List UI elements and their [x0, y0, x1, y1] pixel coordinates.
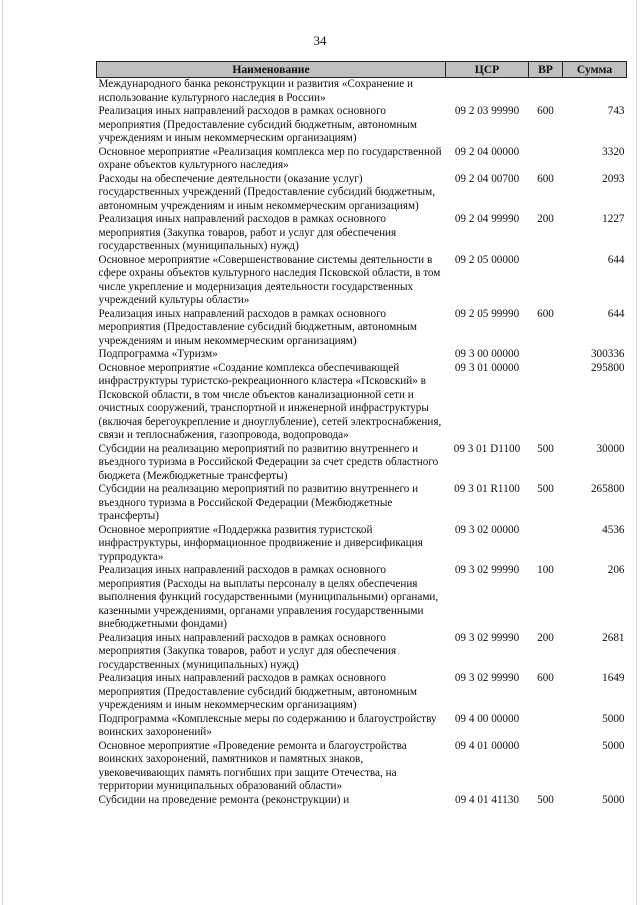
- cell-name: Основное мероприятие «Поддержка развития туристской инфраструктуры, информационное продвижение и диверсификация турпродукта»: [98, 523, 423, 563]
- cell-csr: 09 3 01 00000: [454, 361, 520, 374]
- cell-vr: 500: [537, 793, 554, 806]
- cell-sum: 30000: [596, 442, 625, 455]
- cell-name: Подпрограмма «Комплексные меры по содержанию и благоустройству воинских захоронений»: [98, 712, 437, 738]
- budget-table: [96, 61, 627, 807]
- table-row: [97, 254, 627, 308]
- cell-vr: 600: [537, 105, 554, 117]
- cell-name: Основное мероприятие «Создание комплекса обеспечивающей инфраструктуры туристско-рекреационного кластера «Псковский» в Псковской области, в том числе объектов канализационной сети и очистных сооружений, транспортной и инженерной инфраструктуры (включая берегоукрепление и дноуглубление), сетей электроснабжения, связи и теплоснабжения, газопровода, водопровода»: [98, 361, 442, 441]
- table-body: [97, 78, 627, 808]
- cell-sum: 300336: [590, 348, 625, 360]
- table-row: [97, 443, 627, 484]
- cell-csr: 09 2 05 99990: [454, 307, 520, 320]
- cell-csr: 09 4 00 00000: [454, 712, 520, 725]
- table-row: [97, 524, 627, 565]
- cell-name: Расходы на обеспечение деятельности (оказание услуг) государственных учреждений (Предоставление субсидий бюджетным, автономным учреждениям и иным некоммерческим организациям): [98, 172, 436, 212]
- table-row: [97, 362, 627, 443]
- cell-name: Реализация иных направлений расходов в рамках основного мероприятия (Предоставление субсидий бюджетным, автономным учреждениям и иным некоммерческим организациям): [98, 307, 417, 347]
- cell-sum: 5000: [602, 793, 625, 806]
- cell-csr: 09 2 04 00700: [454, 172, 520, 185]
- table-row: [97, 713, 627, 740]
- cell-name: Основное мероприятие «Совершенствование системы деятельности в сфере охраны объектов культурного наследия Псковской области, в том числе укрепление и модернизация деятельности государственных учреждений культуры области»: [98, 253, 441, 306]
- cell-name: Реализация иных направлений расходов в рамках основного мероприятия (Предоставление субсидий бюджетным, автономным учреждениям и иным некоммерческим организациям): [98, 105, 417, 144]
- cell-vr: [529, 254, 563, 308]
- table-row: [97, 146, 627, 173]
- table-row: [97, 78, 627, 106]
- cell-name: Реализация иных направлений расходов в рамках основного мероприятия (Закупка товаров, работ и услуг для обеспечения государственных (муниципальных) нужд): [98, 213, 397, 252]
- column-header-sum: Сумма: [563, 62, 627, 78]
- table-row: [97, 740, 627, 794]
- cell-sum: 295800: [590, 361, 625, 374]
- cell-csr: 09 3 02 00000: [454, 523, 520, 536]
- cell-csr: 09 2 04 99990: [454, 213, 520, 225]
- cell-csr: 09 2 05 00000: [454, 253, 520, 266]
- cell-name: Реализация иных направлений расходов в рамках основного мероприятия (Закупка товаров, работ и услуг для обеспечения государственных (муниципальных) нужд): [98, 631, 397, 671]
- cell-vr: 100: [537, 564, 554, 576]
- table-row: [97, 794, 627, 808]
- cell-name: Основное мероприятие «Реализация комплекса мер по государственной охране объектов культурного наследия»: [98, 145, 442, 171]
- cell-sum: 743: [607, 105, 625, 117]
- cell-csr: 09 3 02 99990: [454, 564, 520, 576]
- cell-vr: [529, 78, 563, 106]
- cell-csr: 09 2 03 99990: [454, 105, 520, 117]
- cell-vr: 600: [537, 307, 554, 320]
- cell-vr: [529, 362, 563, 443]
- cell-csr: 09 2 04 00000: [454, 145, 520, 158]
- scan-edge-left: [2, 0, 3, 905]
- cell-name: Реализация иных направлений расходов в рамках основного мероприятия (Предоставление субсидий бюджетным, автономным учреждениям и иным некоммерческим организациям): [98, 672, 417, 711]
- column-header-csr: ЦСР: [446, 62, 529, 78]
- cell-sum: 5000: [602, 739, 625, 752]
- cell-vr: 500: [537, 483, 554, 495]
- table-row: [97, 213, 627, 254]
- table-row: [97, 105, 627, 146]
- scan-edge-right: [636, 0, 637, 905]
- cell-vr: 200: [537, 213, 554, 225]
- page-number: 34: [313, 33, 327, 48]
- cell-vr: [529, 348, 563, 362]
- column-header-name: Наименование: [97, 62, 446, 78]
- cell-vr: [529, 146, 563, 173]
- cell-name: Основное мероприятие «Проведение ремонта и благоустройства воинских захоронений, памятников и памятных знаков, увековечивающих память погибших при защите Отечества, на территории муниципальных образований области»: [98, 739, 407, 792]
- cell-csr: 09 4 01 00000: [454, 739, 520, 752]
- cell-csr: 09 3 01 R1100: [454, 483, 520, 495]
- cell-sum: 206: [607, 564, 625, 576]
- cell-vr: [529, 524, 563, 565]
- cell-csr: 09 4 01 41130: [455, 793, 519, 806]
- cell-sum: [563, 78, 627, 106]
- table-row: [97, 672, 627, 713]
- cell-name: Субсидии на реализацию мероприятий по развитию внутреннего и въездного туризма в Российской Федерации за счет средств областного бюджета (Межбюджетные трансферты): [98, 442, 439, 482]
- cell-sum: 644: [607, 253, 625, 266]
- cell-sum: 5000: [602, 712, 625, 725]
- table-row: [97, 173, 627, 214]
- table-row: [97, 564, 627, 632]
- cell-name: Субсидии на реализацию мероприятий по развитию внутреннего и въездного туризма в Российской Федерации (Межбюджетные трансферты): [98, 483, 419, 522]
- cell-vr: 200: [537, 631, 554, 644]
- cell-csr: [446, 78, 529, 106]
- cell-sum: 4536: [602, 523, 625, 536]
- cell-sum: 1227: [602, 213, 625, 225]
- cell-name: Реализация иных направлений расходов в рамках основного мероприятия (Расходы на выплаты персоналу в целях обеспечения выполнения функций государственными (муниципальными) органами, казенными учреждениями, органами управления государственными внебюджетными фондами): [98, 564, 439, 630]
- column-header-vr: ВР: [529, 62, 563, 78]
- cell-vr: [529, 713, 563, 740]
- table-row: [97, 483, 627, 524]
- cell-name: Субсидии на проведение ремонта (реконструкции) и: [98, 793, 350, 806]
- cell-sum: 644: [607, 307, 625, 320]
- cell-sum: 2681: [602, 631, 625, 644]
- cell-name: Международного банка реконструкции и развития «Сохранение и использование культурного наследия в России»: [98, 78, 414, 104]
- cell-csr: 09 3 01 D1100: [453, 442, 521, 455]
- cell-csr: 09 3 02 99990: [454, 672, 520, 684]
- cell-sum: 2093: [602, 172, 625, 185]
- cell-name: Подпрограмма «Туризм»: [98, 348, 218, 360]
- cell-vr: 500: [537, 442, 554, 455]
- cell-vr: 600: [537, 672, 554, 684]
- cell-sum: 1649: [602, 672, 625, 684]
- cell-vr: [529, 740, 563, 794]
- cell-sum: 265800: [590, 483, 625, 495]
- cell-csr: 09 3 00 00000: [454, 348, 520, 360]
- cell-sum: 3320: [602, 145, 625, 158]
- table-header: [97, 62, 627, 78]
- table-row: [97, 308, 627, 349]
- cell-csr: 09 3 02 99990: [454, 631, 520, 644]
- table-row: [97, 348, 627, 362]
- cell-vr: 600: [537, 172, 554, 185]
- table-row: [97, 632, 627, 673]
